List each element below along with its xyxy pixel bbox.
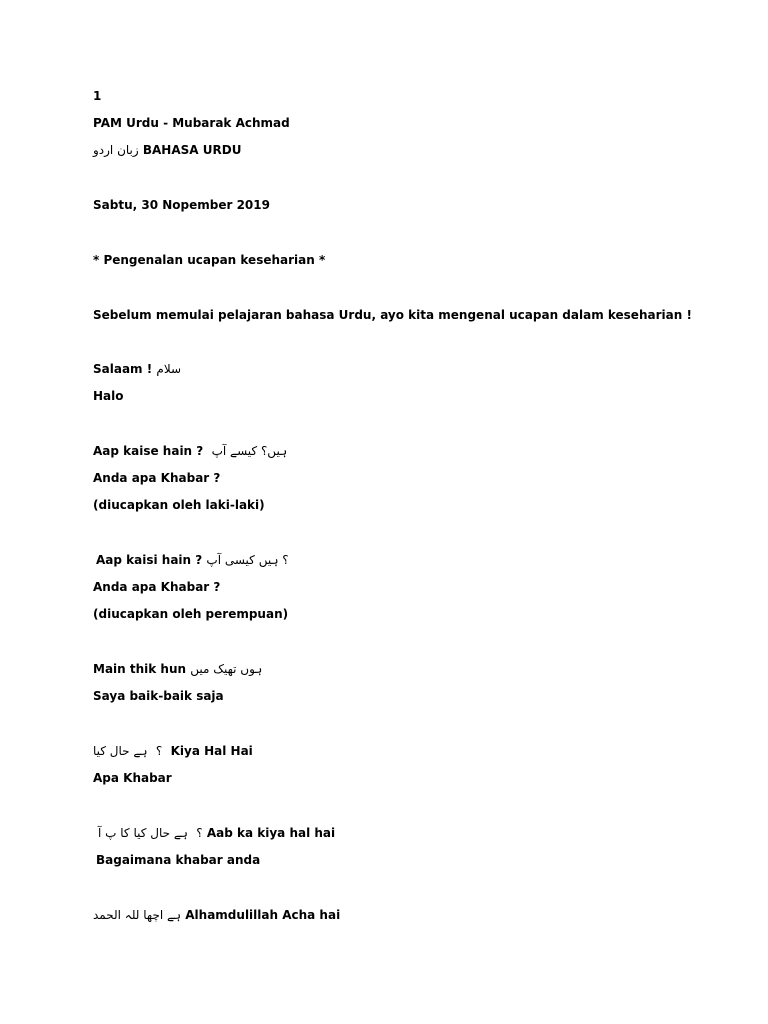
phrase-urdu: ہے حال کیا <box>93 744 148 758</box>
phrase-translation: Saya baik-baik saja <box>93 689 224 703</box>
document-subtitle <box>93 142 241 158</box>
phrase-translation: Anda apa Khabar ? <box>93 580 221 594</box>
phrase-urdu: ہے حال کیا کا پ آ <box>98 826 188 840</box>
phrase-note: (diucapkan oleh perempuan) <box>93 607 289 621</box>
phrase-latin: Aab ka kiya hal hai <box>206 826 336 840</box>
phrase-urdu: ہوں تھیک میں <box>190 662 263 676</box>
phrase-line <box>98 825 335 841</box>
phrase-line <box>96 552 289 568</box>
phrase-latin: Aap kaisi hain ? <box>96 553 203 567</box>
phrase-urdu: ؟ ہیں کیسی آپ <box>206 553 289 567</box>
phrase-line <box>93 443 287 459</box>
phrase-mark: ؟ <box>196 826 203 840</box>
page-number: 1 <box>93 89 102 103</box>
document-date: Sabtu, 30 Nopember 2019 <box>93 198 270 212</box>
subtitle-urdu: زبان اردو <box>93 143 139 157</box>
phrase-mark: ؟ <box>155 744 163 758</box>
phrase-note: (diucapkan oleh laki-laki) <box>93 498 265 512</box>
phrase-latin: Main thik hun <box>93 662 187 676</box>
intro-paragraph: Sebelum memulai pelajaran bahasa Urdu, ayo kita mengenal ucapan dalam keseharian ! <box>93 308 692 322</box>
phrase-translation: Bagaimana khabar anda <box>96 853 261 867</box>
phrase-latin: Alhamdulillah Acha hai <box>185 908 341 922</box>
phrase-latin: Salaam ! <box>93 362 153 376</box>
phrase-line <box>93 743 253 759</box>
phrase-urdu: سلام <box>156 362 182 376</box>
phrase-translation: Apa Khabar <box>93 771 172 785</box>
subtitle-latin: BAHASA URDU <box>142 143 242 157</box>
phrase-latin: Kiya Hal Hai <box>170 744 253 758</box>
phrase-latin: Aap kaise hain ? <box>93 444 204 458</box>
document-title: PAM Urdu - Mubarak Achmad <box>93 116 290 130</box>
phrase-urdu: ہے اچھا للہ الحمد <box>93 908 182 922</box>
phrase-line <box>93 361 181 377</box>
phrase-line <box>93 907 340 923</box>
section-title: * Pengenalan ucapan keseharian * <box>93 253 326 267</box>
phrase-translation: Halo <box>93 389 124 403</box>
phrase-line <box>93 661 262 677</box>
phrase-translation: Anda apa Khabar ? <box>93 471 221 485</box>
phrase-urdu: ہیں؟ کیسے آپ <box>211 444 288 458</box>
